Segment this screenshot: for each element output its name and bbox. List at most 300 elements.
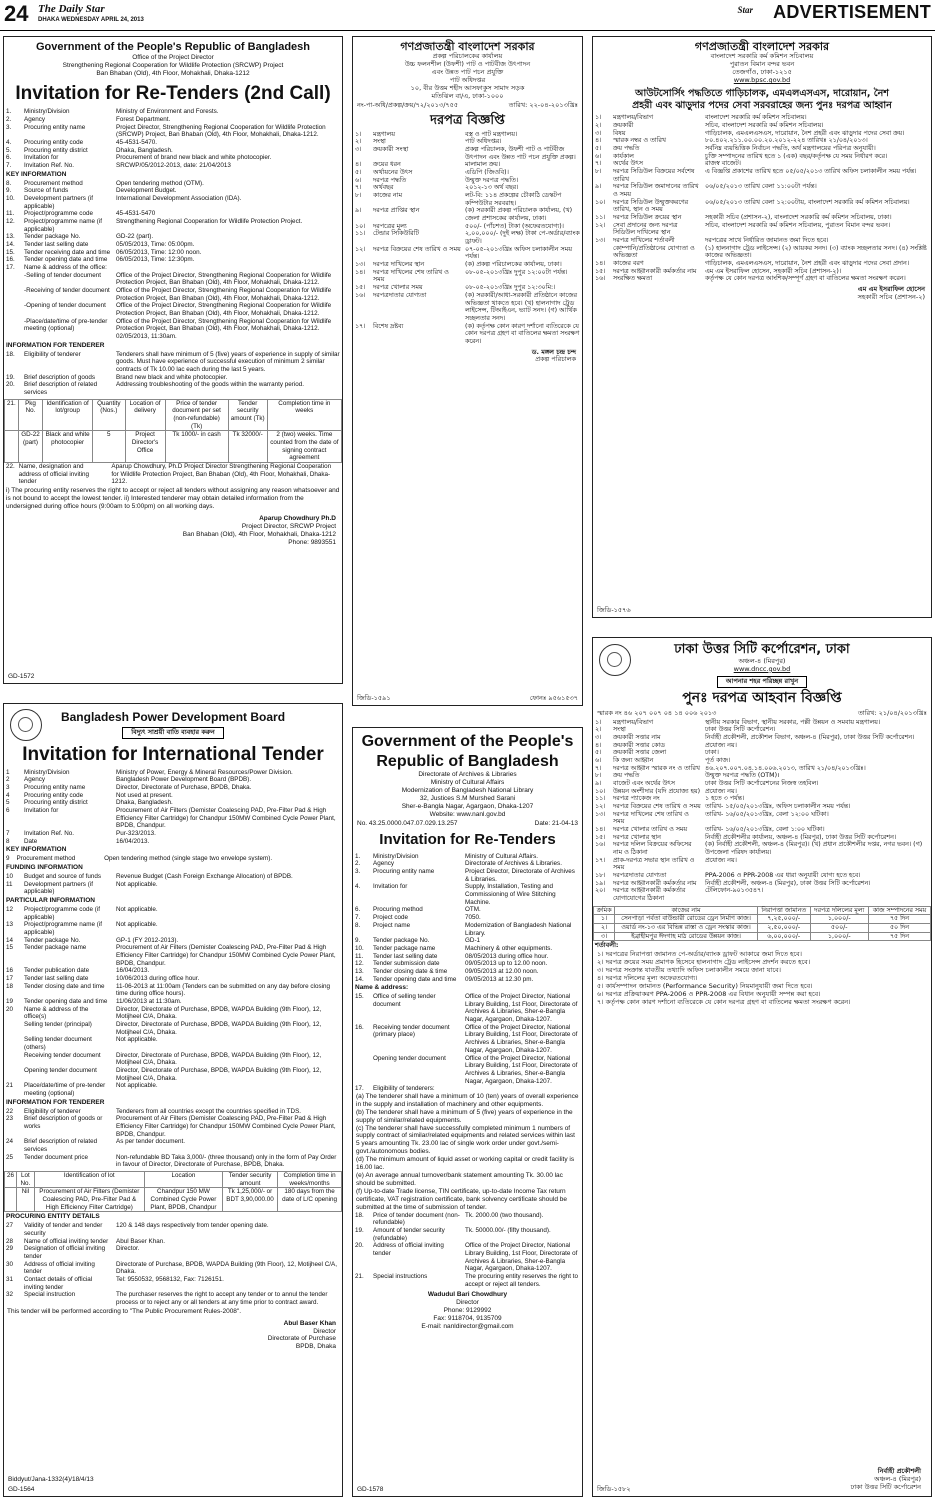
row-number — [353, 1055, 371, 1086]
row-value: Directorate of Purchase, BPDB, WAPDA Building (9th Floor), 12, Motijheel C/A, Dhaka. — [116, 1260, 337, 1276]
table-row — [4, 769, 342, 777]
row-number: ৪। — [595, 137, 602, 145]
row-number: ১১। — [595, 213, 606, 221]
row-number: ১০। — [355, 222, 366, 230]
table-row — [4, 374, 342, 382]
table-cell: Tk 1,25,000/- or BDT 3,90,000.00 — [223, 1188, 278, 1212]
row-value: গাড়িচালক, এমএলএসএস, দারোয়ান, নৈশ প্রহরী এবং ঝাড়ুদার পদের সেবা ক্রয়। — [705, 129, 905, 137]
row-label: বিশেষ দ্রষ্টব্য — [373, 322, 404, 330]
row-label: -Receiving of tender document — [24, 287, 110, 295]
table-cell: ৫০০/- — [810, 924, 868, 933]
row-number — [4, 302, 22, 317]
ad5-row-9 — [4, 855, 342, 863]
row-label: Tender package No. — [24, 233, 81, 241]
table-row — [593, 749, 931, 757]
row-number: ১৬। — [595, 841, 606, 849]
table-row — [4, 998, 342, 1006]
ad6-ref: No. 43.25.0000.047.07.029.13.257 — [357, 819, 458, 827]
row-label: অর্থায়নের উৎস — [373, 169, 413, 177]
row-number: 17. — [355, 1085, 364, 1093]
row-number: ১৫। — [355, 284, 366, 292]
row-label: Eligibility of tenderer — [24, 350, 81, 358]
ad5-table-a — [4, 769, 342, 846]
row-label: Invitation for — [24, 807, 59, 815]
table-cell — [5, 431, 19, 463]
ad6-sig-name: Wadudul Bari Chowdhury — [427, 1291, 508, 1299]
ad5-procuring: PROCURING ENTITY DETAILS — [6, 1213, 100, 1221]
row-value: Ministry of Cultural Affairs. — [465, 852, 539, 860]
row-number: 1 — [6, 768, 10, 776]
ad6-project: Modernization of Bangladesh National Library — [401, 786, 534, 794]
ad1-phone: Phone: 9893551 — [288, 538, 336, 546]
row-label: Brief description of related services — [24, 1138, 98, 1153]
row-number: 32 — [6, 1291, 14, 1299]
row-number: 19. — [6, 373, 15, 381]
row-label: Invitation Ref. No. — [24, 162, 75, 170]
row-label: Tender opening date and time — [373, 975, 457, 983]
ad5-info-tenderer: INFORMATION FOR TENDERER — [6, 1098, 105, 1106]
row-label: দরপত্র সিডিউল বিক্রয়ের সর্বশেষ তারিখ — [613, 167, 695, 183]
row-label: দরপত্র সিডিউল উন্মুক্তকরণের তারিখ, স্থান ও সময় — [613, 198, 689, 214]
row-value: Not applicable. — [116, 905, 158, 913]
table-row — [353, 1212, 582, 1227]
table-cell: Project Director's Office — [125, 431, 165, 463]
row-value: উন্মুক্ত দরপত্র পদ্ধতি। — [465, 176, 519, 184]
table-row — [4, 873, 342, 881]
row-label: Tender opening date and time — [24, 256, 108, 264]
ad2-title: দরপত্র বিজ্ঞপ্তি — [430, 112, 505, 128]
row-number: ২। — [355, 138, 362, 146]
table-cell: দরপত্র দলিলের মূল্য — [810, 906, 868, 915]
ad5-lot-head — [5, 1171, 342, 1187]
ad4-slogan: আপনার শহর পরিচ্ছন্ন রাখুন — [717, 676, 807, 688]
table-cell: 5 — [93, 431, 126, 463]
row-label: Tender package name — [373, 944, 436, 952]
row-number: 7 — [6, 830, 10, 838]
row-number: ১। — [595, 114, 602, 122]
row-number: 2 — [6, 776, 10, 784]
row-number: 27 — [6, 1222, 14, 1230]
row-value: GP-1 (FY 2012-2013). — [116, 936, 179, 944]
section-title: ADVERTISEMENT — [773, 2, 931, 22]
table-row — [353, 146, 582, 161]
row-number: 12. — [355, 960, 364, 968]
table-row — [353, 937, 582, 945]
row-label: বিষয় — [613, 129, 626, 137]
row-value: Tk. 50000.00/- (fifty thousand). — [465, 1227, 551, 1235]
table-cell: 2 (two) weeks. Time counted from the date of signing contract agreement — [267, 431, 341, 463]
row-label: Tender package name — [24, 944, 87, 952]
row-number: ৮। — [595, 167, 602, 175]
row-label: -Opening of tender document — [24, 302, 106, 310]
row-number: 9. — [6, 187, 12, 195]
ad1-code: GD-1572 — [8, 673, 35, 681]
row-number: 21. — [355, 1273, 364, 1281]
row-label: Brief description of goods or works — [24, 1115, 103, 1130]
row-value: মালামাল ক্রয়। — [465, 161, 501, 169]
table-row — [4, 154, 342, 162]
row-value: এডিপি (জিওবি)। — [465, 169, 509, 177]
row-value: দরপত্রের সাথে নির্ধারিত জামানত জমা দিতে হবে। — [705, 237, 829, 244]
row-label: Invitation Ref. No. — [24, 830, 75, 838]
row-number: 8. — [6, 179, 12, 187]
row-label: দরপত্র আহ্বানকারী কর্মকর্তার নাম — [613, 879, 697, 887]
row-value: কর্তৃপক্ষ যে কোন দরপত্র আংশিক/সম্পূর্ণ গ্রহণ বা বাতিলের ক্ষমতা সংরক্ষণ করেন। — [705, 275, 906, 283]
row-number: 30 — [6, 1260, 14, 1268]
table-row — [4, 1021, 342, 1036]
row-value: 7050. — [465, 914, 481, 922]
table-row — [593, 168, 931, 183]
row-label: ক্রয় পদ্ধতি — [613, 772, 640, 780]
row-value: Procurement of Air Filters (Demister Coalescing PAD, Pre-Filter Pad & High Efficiency Filter Cartridge) for Chandpur 150MW Combined Cycle Power Plant, BPDB, Chandpur. — [116, 807, 336, 830]
table-row — [4, 249, 342, 257]
row-label: ক্রয়কারী সংস্থা — [373, 146, 409, 154]
ad5-sig-dept: Directorate of Purchase — [267, 1335, 336, 1343]
ad1-package-row — [5, 431, 342, 463]
table-row — [353, 261, 582, 269]
ad4-sig-zone: অঞ্চল-৪ (মিরপুর) — [874, 1475, 921, 1484]
table-row — [593, 268, 931, 276]
row-number: 11. — [6, 210, 15, 218]
ad4-website[interactable]: www.dncc.gov.bd — [733, 664, 791, 673]
row-value: GD-1 — [465, 937, 481, 945]
row-number: 9. — [355, 937, 361, 945]
list-item: (e) An average annual turnover/bank statement amounting Tk. 30.00 lac should be submitted. — [356, 1172, 563, 1187]
row-value: International Development Association (IDA). — [116, 194, 242, 202]
row-number: 7. — [355, 914, 361, 922]
table-row — [4, 1108, 342, 1116]
ad3-address: তেজগাঁও, ঢাকা-১২১৫ — [732, 68, 792, 77]
table-cell: নিরাপত্তা জামানত — [757, 906, 810, 915]
table-row — [4, 838, 342, 846]
table-row — [593, 726, 931, 734]
table-row — [593, 811, 931, 826]
ad2-ref: নং-পা-অধি/প্রকল্প/ক্রয়/৭২/২০১৩/৭৫৫ — [357, 100, 459, 109]
row-number: 13 — [6, 921, 14, 929]
row-label: Tender opening date and time — [24, 997, 108, 1005]
table-cell: 26 — [5, 1171, 17, 1187]
row-number: 3 — [6, 784, 10, 792]
table-cell: ১,০০০/- — [810, 915, 868, 924]
row-number: ১৬। — [595, 275, 606, 283]
table-row — [593, 237, 931, 245]
table-cell: Location of delivery — [125, 399, 165, 431]
table-row — [353, 953, 582, 961]
row-label: Office of selling tender document — [373, 993, 436, 1008]
row-value: Addressing troubleshooting of the goods within the warranty period. — [116, 381, 304, 389]
row-label: Project name — [373, 921, 411, 929]
row-label: Tender publication date — [24, 967, 90, 975]
table-row — [593, 130, 931, 138]
row-number: ৭। — [595, 160, 602, 168]
row-number: 20 — [6, 1005, 14, 1013]
ad4-code: জিডি-১৫৮২ — [597, 1485, 631, 1494]
table-row — [353, 230, 582, 245]
table-row — [4, 807, 342, 830]
row-number: ১৩। — [355, 261, 366, 269]
row-number: ১২। — [595, 803, 606, 811]
row-value: উন্মুক্ত দরপত্র পদ্ধতি (OTM)। — [705, 772, 780, 780]
row-label: -Selling of tender document — [24, 271, 102, 279]
row-number: 4 — [6, 791, 10, 799]
ad1-table-b — [4, 180, 342, 341]
table-cell: ক্রমিক — [594, 906, 615, 915]
table-cell: Tk 1000/- in cash — [165, 431, 228, 463]
ad2-code: জিডি-১৫৯১ — [357, 694, 391, 703]
row-value: পাট অধিদপ্তর। — [465, 138, 502, 146]
row-label: দরপত্রদাতার যোগ্যতা — [613, 872, 667, 880]
row-number: ১৩। — [595, 810, 606, 818]
list-item: ৩। দরপত্র সংক্রান্ত যাবতীয় তথ্যাদি অফিস চলাকালীন সময়ে জানা যাবে। — [597, 966, 781, 975]
row-label: Tender closing date & time — [373, 967, 448, 975]
row-value: Procurement of Air Filters (Demister Coalescing PAD, Pre-Filter Pad & High Efficiency Filter Cartridge) for Chandpur 150MW Combined Cycle Power Plant, BPDB, Chandpur. — [116, 944, 336, 967]
table-cell: Pkg No. — [18, 399, 42, 431]
row-value: নির্বাহী প্রকৌশলী, প্রকৌশল বিভাগ, অঞ্চল-৪ (মিরপুর), ঢাকা উত্তর সিটি কর্পোরেশন। — [705, 733, 915, 741]
row-number: ১২। — [595, 221, 606, 229]
table-cell: Tender security amount — [223, 1171, 278, 1187]
row-number: 19. — [355, 1227, 364, 1235]
table-row — [593, 803, 931, 811]
row-number: 4. — [6, 139, 12, 147]
ad4-ref-date: তারিখ: ২১/০৪/২০১৩খ্রিঃ — [857, 708, 927, 717]
row-label: ক্রয় পদ্ধতি — [613, 144, 640, 152]
table-row — [353, 138, 582, 146]
row-number: 2. — [6, 116, 12, 124]
row-value: রাজস্ব বাজেট। — [705, 160, 741, 168]
table-row — [353, 246, 582, 261]
ad3-title1: আউটসোর্সিং পদ্ধতিতে গাড়িচালক, এমএলএসএস, দারোয়ান, নৈশ — [635, 88, 889, 100]
ad5-table-e — [4, 1222, 342, 1306]
table-row — [593, 757, 931, 765]
row-number: 6. — [355, 906, 361, 914]
row-value: Ministry of Power, Energy & Mineral Resources/Power Division. — [116, 768, 293, 776]
ad1-title: Invitation for Re-Tenders (2nd Call) — [15, 83, 331, 105]
ad1-package-head — [5, 399, 342, 431]
bpdb-logo-icon — [10, 709, 42, 741]
row-number: ১১। — [595, 795, 606, 803]
list-item: (c) The tenderer shall have successfully completed minimum 1 numbers of supply contract of similar/related equipments and related services within last 5 years amounting Tk. 23.00 lac of single work order under govt./semi-govt./autonomous bodies. — [356, 1124, 575, 1156]
ad5-code: GD-1564 — [8, 1486, 35, 1494]
row-label: Tender package No. — [373, 937, 430, 945]
list-item: (b) The tenderer shall have a minimum of 5 (five) years of experience in the supply of similar/related equipments. — [356, 1108, 573, 1124]
row-label: Procuring entity code — [24, 791, 84, 799]
ad5-key-info: KEY INFORMATION — [6, 846, 67, 854]
row-label: Name & address of the office: — [24, 264, 107, 272]
row-number: ১১। — [355, 230, 366, 238]
ad1-address: Ban Bhaban (Old), 4th Floor, Mohakhali, Dhaka-1212 — [96, 70, 250, 78]
row-value: ঢাকা উত্তর সিটি কর্পোরেশনের নিজস্ব তহবিল। — [705, 780, 819, 787]
table-row — [353, 914, 582, 922]
row-value: 11/06/2013 at 11:30am. — [116, 997, 182, 1005]
row-label: টেন্ডার সিকিউরিটি — [373, 230, 419, 238]
row-label: Tender last selling date — [373, 952, 438, 960]
row-value: Machinery & other equipments. — [465, 944, 553, 952]
ad6-date: Date: 21-04-13 — [534, 819, 578, 827]
ad2-sig-name: ড. মঙ্গল চন্দ্র চন্দ — [531, 347, 576, 356]
row-value: Procurement of Air Filters (Demister Coalescing PAD, Pre-Filter Pad & High Efficiency Filter Cartridge) for Chandpur 150MW Combined Cycle Power Plant, BPDB, Chandpur. — [116, 1115, 336, 1138]
row-value: ৮০.৪০২.২১১.০০.০০.২০.২০১২-২২৪ তারিখঃ ২১/০৪/২০১৩। — [705, 137, 868, 145]
ad5-sig-title: Director — [313, 1327, 336, 1335]
row-number: ১৮। — [595, 872, 606, 880]
row-label: -Place/date/time of pre-tender meeting (optional) — [24, 317, 108, 333]
ad6-name-addr: Name & address: — [355, 984, 409, 992]
ad3-website[interactable]: www.bpsc.gov.bd — [733, 76, 791, 85]
ad2-project2: এবং উন্নত পাট পচন প্রযুক্তি — [431, 68, 504, 77]
row-number: 10 — [6, 872, 14, 880]
ad5-lot-table — [4, 1171, 342, 1212]
row-label: দরপত্র আহ্বানকারী কর্মকর্তার নাম — [613, 267, 697, 275]
table-row — [353, 292, 582, 323]
table-row — [4, 187, 342, 195]
table-row — [593, 734, 931, 742]
row-value: বস্ত্র ও পাট মন্ত্রণালয়। — [465, 130, 518, 138]
row-value: Not applicable. — [116, 880, 158, 888]
table-cell: 22. — [6, 463, 15, 471]
row-label: Brief description of goods — [24, 373, 96, 381]
row-label: Receiving tender document — [24, 1051, 101, 1059]
ad6-website[interactable]: Website: www.nanl.gov.bd — [429, 810, 506, 818]
ad5-sig-name: Abul Baser Khan — [283, 1319, 336, 1327]
row-number: ১৯। — [595, 879, 606, 887]
row-label: ক্রয়কারী সত্তার নাম — [613, 733, 661, 741]
row-label: Invitation for — [24, 154, 59, 162]
row-value: The purchaser reserves the right to accept any tender or to annul the tender process or to reject any or all tenders at any time prior to contract award. — [116, 1291, 328, 1306]
row-label: সংরক্ষিত ক্ষমতা — [613, 275, 653, 283]
ad6-email[interactable]: E-mail: nanldirector@gmail.com — [421, 1323, 514, 1331]
row-number: ১২। — [355, 245, 366, 253]
list-item: (a) The tenderer shall have a minimum of 10 (ten) years of overall experience in the supply and installation of machinery and other equipments. — [356, 1092, 579, 1108]
row-number: 14. — [355, 975, 364, 983]
ad4-signature — [851, 1468, 927, 1492]
row-label: Procuring entity district — [24, 146, 88, 154]
row-number: 19 — [6, 997, 14, 1005]
ad6-signature — [353, 1291, 582, 1331]
row-value: Director, Directorate of Purchase, BPDB, WAPDA Building (9th Floor), 12, Motijheel C/A, Dhaka. — [116, 1067, 322, 1082]
row-number: 6 — [6, 807, 10, 815]
ad6-table-a — [353, 853, 582, 983]
ad3-office: বাংলাদেশ সরকারি কর্ম কমিশন সচিবালয় — [710, 52, 814, 61]
table-row — [4, 1291, 342, 1306]
row-number: ৪। — [595, 741, 602, 749]
row-number: 11 — [6, 880, 13, 888]
row-label: দরপত্র বিক্রয়ের শেষ তারিখ ও সময় — [373, 245, 461, 253]
row-number: 5. — [6, 146, 12, 154]
row-label: Procuring entity name — [24, 123, 86, 131]
table-row — [4, 1036, 342, 1051]
table-row — [4, 218, 342, 233]
ad1-key-info: KEY INFORMATION — [6, 170, 67, 178]
row-number: ৯। — [595, 183, 602, 191]
table-row — [593, 887, 931, 902]
row-value: Not applicable. — [116, 1082, 158, 1090]
row-value: বাংলাদেশ সরকারি কর্ম কমিশন সচিবালয়। — [705, 114, 807, 122]
ad2-signature — [353, 349, 582, 365]
row-value: Not applicable. — [116, 1036, 158, 1044]
table-cell: Procurement of Air Filters (Demister Coalescing PAD, Pre-Filter Pad & High Efficiency Filter Cartridge) — [34, 1188, 144, 1212]
ad5-table-p — [4, 906, 342, 1098]
row-value: স্থানীয় সরকার বিভাগ, স্থানীয় সরকার, পল্লী উন্নয়ন ও সমবায় মন্ত্রণালয়। — [705, 718, 881, 726]
row-value: As per tender document. — [116, 1138, 185, 1146]
row-label: Tender closing date and time — [24, 982, 105, 990]
table-row — [593, 114, 931, 122]
issue-date: DHAKA WEDNESDAY APRIL 24, 2013 — [38, 17, 144, 23]
row-number: ৪। — [355, 161, 362, 169]
row-number: 18 — [6, 982, 14, 990]
row-label: Procuring entity name — [373, 868, 435, 876]
row-value: (ক) প্রকল্প পরিচালকের কার্যালয়, ঢাকা। — [465, 261, 562, 269]
row-value: এম এম ইসরাফিল হোসেন, সহকারী সচিব (প্রশাসন-২)। — [705, 267, 842, 275]
row-number: 11. — [355, 952, 364, 960]
table-row — [593, 826, 931, 834]
ad6-phone: Phone: 9129992 — [443, 1307, 492, 1315]
table-row — [353, 993, 582, 1024]
ad6-table-b — [353, 993, 582, 1093]
row-value: 45-4531-5470. — [116, 139, 157, 147]
table-cell — [5, 1188, 17, 1212]
row-value: Tenderers from all countries except the countries specified in TDS. — [116, 1107, 302, 1115]
row-number: ১০। — [595, 787, 606, 795]
row-value: তারিখ- ১৬/০৫/২০১৩খ্রিঃ, বেলা ১:০০ ঘটিকা। — [705, 826, 825, 834]
row-label: Ministry/Division — [24, 768, 70, 776]
row-value: (ক) কর্তৃপক্ষ কোন কারণ দর্শানো ব্যতিরেকে যে কোন দরপত্র গ্রহণ বা বাতিলের ক্ষমতা সংরক্ষণ করেন। — [465, 322, 580, 345]
row-value: PPA-2006 ও PPR-2008 এর ধারা অনুযায়ী যোগ্য হতে হবে। — [705, 872, 861, 880]
table-row — [353, 207, 582, 222]
row-value: Ministry of Environment and Forests. — [116, 108, 219, 116]
table-cell: ৬,০০,০০০/- — [757, 932, 810, 941]
ad1-sig-title: Project Director, SRCWP Project — [241, 522, 336, 530]
table-cell: Identification of lot/group — [43, 399, 93, 431]
row-value: 05/05/2013, Time: 05:00pm. — [116, 241, 195, 249]
row-value: প্রকল্প পরিচালক, উফশী পাট ও পাটবীজ উৎপাদন এবং উন্নত পাট পচন প্রযুক্তি প্রকল্প। — [465, 146, 576, 161]
row-number — [4, 1036, 22, 1051]
table-row — [353, 922, 582, 937]
row-number: ৫। — [595, 749, 602, 757]
table-row — [353, 284, 582, 292]
table-row — [4, 906, 342, 921]
row-number: 12 — [6, 905, 14, 913]
ad6-code: GD-1578 — [357, 1486, 384, 1494]
row-value: ০৮-০৫-২০১৩খ্রিঃ দুপুর ১২:৩০মি:। — [465, 284, 556, 292]
ad1-info-tenderer: INFORMATION FOR TENDERER — [6, 341, 105, 349]
table-row — [353, 1055, 582, 1086]
row-number: 18. — [355, 1211, 364, 1219]
row-number: 10. — [6, 194, 15, 202]
table-row — [593, 245, 931, 260]
masthead — [0, 0, 935, 31]
row-value: GD-22 (part). — [116, 233, 154, 241]
table-row — [4, 180, 342, 188]
table-row — [4, 264, 342, 272]
table-row — [353, 161, 582, 169]
table-row — [4, 830, 342, 838]
table-cell: ৫০ দিন — [868, 924, 930, 933]
table-row — [4, 1238, 342, 1246]
ad5-table-b — [4, 855, 342, 863]
row-number: ১৫। — [595, 833, 606, 841]
row-value: Dhaka, Bangladesh. — [116, 146, 173, 154]
table-cell: ওয়ার্ড নং-১৩ এর বিভিন্ন রাস্তা ও ড্রেন সংস্কার কাজ। — [615, 924, 758, 933]
table-row — [353, 860, 582, 868]
row-value: প্রযোজ্য নয়। — [705, 856, 737, 864]
row-value: Dhaka, Bangladesh. — [116, 799, 173, 807]
table-row — [353, 192, 582, 207]
table-row — [593, 788, 931, 796]
table-cell: 9 — [6, 855, 10, 863]
row-label: Project/programme code (if applicable) — [24, 905, 100, 921]
table-row — [593, 183, 931, 198]
row-number: ১৪। — [595, 260, 606, 268]
row-label: Selling tender (principal) — [24, 1020, 92, 1028]
